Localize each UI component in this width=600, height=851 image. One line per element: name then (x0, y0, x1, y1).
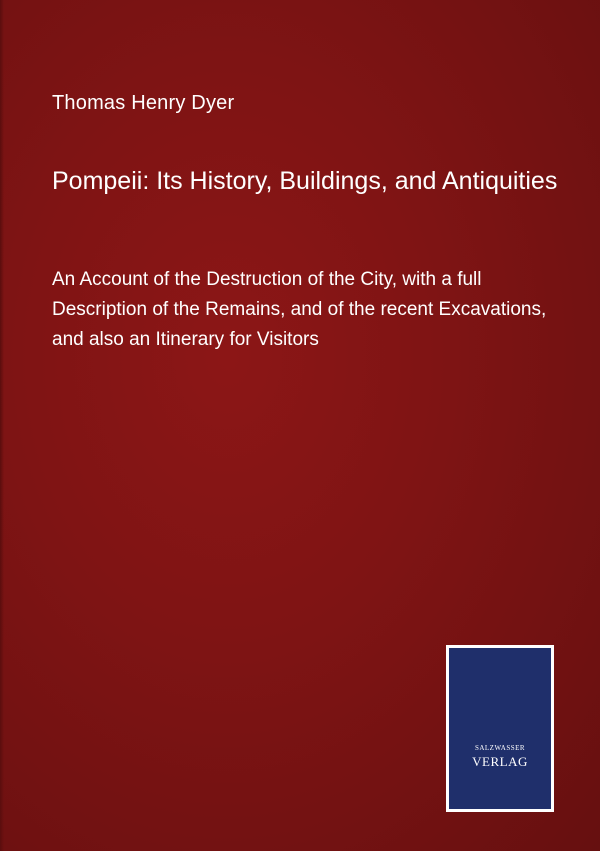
book-subtitle: An Account of the Destruction of the City, with a full Description of the Remains, and of the recent Excavations, and also an Itinerary for Visitors (52, 269, 547, 350)
book-title: Pompeii: Its History, Buildings, and Antiquities (52, 167, 558, 195)
author-name: Thomas Henry Dyer (52, 92, 235, 114)
publisher-logo-panel (449, 648, 551, 809)
publisher-logo (446, 645, 554, 812)
publisher-name-line2: VERLAG (472, 754, 528, 769)
publisher-name-line1: SALZWASSER (474, 744, 526, 752)
